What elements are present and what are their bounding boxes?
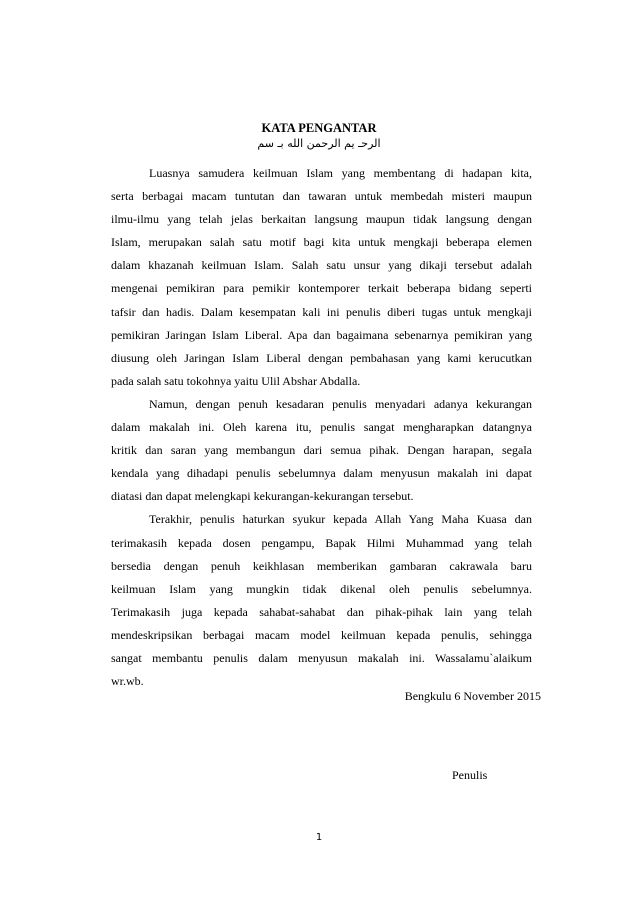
text-line: kritik dan saran yang membangun dari semua pihak. Dengan harapan, segala [111,443,532,458]
text-line: Islam, merupakan salah satu motif bagi kita untuk mengkaji beberapa elemen [111,235,532,250]
body-text [111,162,532,693]
text-line: mengenai pemikiran para pemikir kontemporer terkait beberapa bidang seperti [111,281,532,296]
text-line: dalam khazanah keilmuan Islam. Salah satu unsur yang dikaji tersebut adalah [111,258,532,273]
text-line: ilmu-ilmu yang telah jelas berkaitan langsung maupun tidak langsung dengan [111,212,532,227]
text-line: Luasnya samudera keilmuan Islam yang membentang di hadapan kita, [149,166,532,180]
text-line: terimakasih kepada dosen pengampu, Bapak Hilmi Muhammad yang telah [111,535,532,550]
paragraph-3 [111,508,532,693]
basmalah: الرحـ يم الرحمن الله بـ سم [257,137,381,150]
text-line: tafsir dan hadis. Dalam kesempatan kali ini penulis diberi tugas untuk mengkaji [111,304,532,319]
text-line: pemikiran Jaringan Islam Liberal. Apa dan bagaimana sebenarnya pemikiran yang [111,327,532,342]
text-line: bersedia dengan penuh keikhlasan memberikan gambaran cakrawala baru [111,558,532,573]
place-date: Bengkulu 6 November 2015 [404,689,541,703]
text-line: dalam makalah ini. Oleh karena itu, penulis sangat mengharapkan datangnya [111,420,532,435]
text-line: pada salah satu tokohnya yaitu Ulil Abshar Abdalla. [111,373,361,388]
text-line: Terakhir, penulis haturkan syukur kepada Allah Yang Maha Kuasa dan [149,512,532,527]
author-signature: Penulis [452,768,488,782]
page-number: 1 [315,832,323,843]
text-line: mendeskripsikan berbagai macam model keilmuan kepada penulis, sehingga [111,627,532,642]
text-line: sangat membantu penulis dalam menyusun makalah ini. Wassalamu`alaikum [111,650,532,665]
text-line: keilmuan Islam yang mungkin tidak dikenal oleh penulis sebelumnya. [111,581,532,596]
text-line: diusung oleh Jaringan Islam Liberal dengan pembahasan yang kami kerucutkan [111,350,532,365]
paragraph-2 [111,393,532,508]
text-line: Terimakasih juga kepada sahabat-sahabat dan pihak-pihak lain yang telah [111,604,532,619]
paragraph-1 [111,162,532,393]
page-title: KATA PENGANTAR [261,121,377,135]
text-line: diatasi dan dapat melengkapi kekurangan-kekurangan tersebut. [111,489,414,504]
text-line: kendala yang dihadapi penulis sebelumnya dalam menyusun makalah ini dapat [111,466,532,481]
text-line: serta berbagai macam tuntutan dan tawaran untuk membedah misteri maupun [111,189,532,204]
text-line: wr.wb. [111,674,144,689]
text-line: Namun, dengan penuh kesadaran penulis menyadari adanya kekurangan [149,396,532,411]
